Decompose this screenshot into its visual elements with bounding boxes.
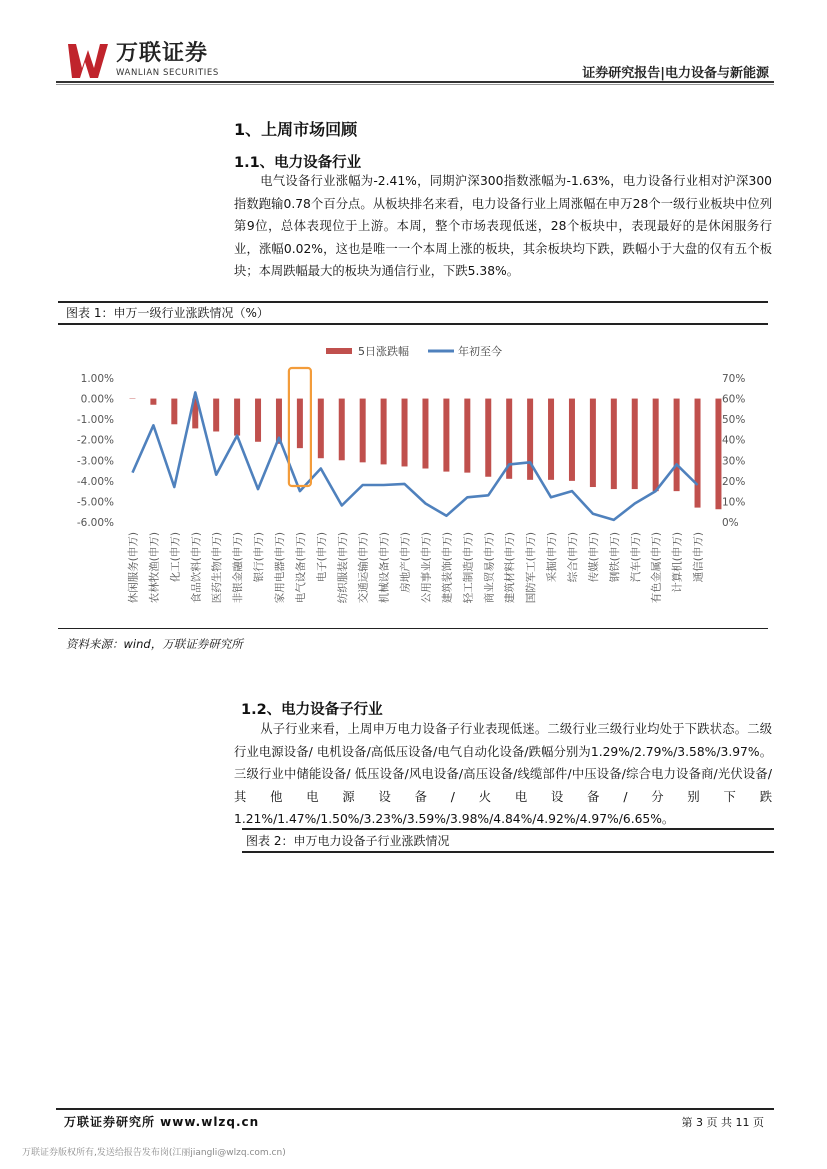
figure-1-title-rule [58, 323, 768, 325]
legend-bar-label: 5日涨跌幅 [358, 345, 409, 358]
category-label: 银行(申万) [253, 532, 266, 583]
category-label: 农林牧渔(申万) [148, 532, 161, 604]
category-label: 食品饮料(申万) [190, 532, 203, 604]
paragraph-1 [234, 170, 772, 283]
category-label: 汽车(申万) [629, 532, 642, 583]
bar-series [129, 398, 721, 509]
right-axis-tick-label: 50% [722, 414, 746, 427]
left-axis-tick-label: 0.00% [80, 393, 114, 406]
category-label: 非银金融(申万) [232, 532, 245, 604]
left-axis-tick-label: 1.00% [80, 373, 114, 385]
figure-1-top-rule [58, 301, 768, 303]
header-report-tag: 证券研究报告|电力设备与新能源 [582, 66, 769, 81]
paragraph-1-text: 电气设备行业涨幅为-2.41%，同期沪深300指数涨幅为-1.63%，电力设备行业相对沪深300指数跑输0.78个百分点。从板块排名来看，电力设备行业上周涨幅在申万28个一级行业板块中位列第9位，总体表现位于上游。本周，整个市场表现低迷，28个板块中，表现最好的是休闲服务行业，涨幅0.02%，这也是唯一一个本周上涨的板块，其余板块均下跌，跌幅小于大盘的仅有五个板块；本周跌幅最大的板块为通信行业，下跌5.38%。 [234, 174, 772, 278]
category-label: 纺织服装(申万) [336, 532, 349, 604]
bar-27 [674, 399, 680, 492]
bar-17 [464, 399, 470, 473]
category-label: 家用电器(申万) [273, 532, 286, 604]
left-axis-tick-label: -2.00% [76, 434, 114, 447]
industry-return-chart [58, 330, 770, 630]
left-axis-tick-label: -4.00% [76, 475, 114, 488]
category-label: 交通运输(申万) [357, 532, 370, 604]
category-label: 电气设备(申万) [294, 532, 307, 604]
left-axis-tick-label: -6.00% [76, 517, 114, 529]
category-label: 公用事业(申万) [420, 532, 433, 604]
legend-line-label: 年初至今 [458, 345, 502, 358]
footer-distribution-note: 万联证券版权所有,发送给报告发布岗(江丽jiangli@wlzq.com.cn) [22, 1148, 286, 1158]
logo-english: WANLIAN SECURITIES [116, 68, 219, 78]
category-label: 有色金属(申万) [650, 532, 663, 604]
bar-28 [695, 399, 701, 508]
paragraph-2 [234, 718, 772, 831]
bar-14 [402, 399, 408, 467]
bar-10 [318, 399, 324, 459]
category-label: 电子(申万) [315, 532, 328, 583]
right-axis-tick-label: 40% [722, 434, 746, 447]
category-label: 休闲服务(申万) [127, 532, 140, 604]
figure-1-source: 资料来源：wind，万联证券研究所 [66, 637, 243, 651]
category-label: 计算机(申万) [671, 532, 684, 593]
right-axis-tick-label: 70% [722, 373, 746, 385]
bar-2 [150, 399, 156, 405]
figure-1-bottom-rule [58, 628, 768, 629]
header-rule [56, 81, 774, 83]
right-axis-tick-label: 0% [722, 517, 739, 529]
bar-29 [715, 399, 721, 510]
right-axis-tick-label: 30% [722, 455, 746, 468]
category-label: 建筑材料(申万) [504, 532, 517, 604]
right-axis [722, 373, 745, 529]
category-label: 综合(申万) [566, 532, 579, 583]
bar-6 [234, 399, 240, 436]
legend-bar-swatch [326, 348, 352, 354]
bar-9 [297, 399, 303, 449]
category-label: 医药生物(申万) [211, 532, 224, 604]
bar-11 [339, 399, 345, 461]
left-axis-tick-label: -3.00% [76, 455, 114, 468]
paragraph-2-text: 从子行业来看，上周申万电力设备子行业表现低迷。二级行业三级行业均处于下跌状态。二级行业电源设备/ 电机设备/高低压设备/电气自动化设备/跌幅分别为1.29%/2.79%/3.58%/3.97%。三级行业中储能设备/ 低压设备/风电设备/高压设备/线缆部件/中压设备/综合电力设备商/光伏设备/其他电源设备/火电设备/分别下跌1.21%/1.47%/1.50%/3.23%/3.59%/3.98%/4.84%/4.92%/4.97%/6.65%。 [234, 722, 772, 826]
bar-7 [255, 399, 261, 442]
bar-12 [360, 399, 366, 463]
chart-legend [326, 344, 502, 358]
bar-21 [548, 399, 554, 480]
right-axis-tick-label: 20% [722, 475, 746, 488]
header-rule-thin [56, 84, 774, 85]
figure-2-title-rule [242, 851, 774, 853]
bar-3 [171, 399, 177, 425]
bar-23 [590, 399, 596, 487]
category-label: 通信(申万) [692, 532, 705, 583]
bar-13 [381, 399, 387, 465]
category-label: 采掘(申万) [546, 532, 559, 583]
category-label: 轻工制造(申万) [462, 532, 475, 604]
category-label: 钢铁(申万) [608, 532, 621, 583]
category-label: 国防军工(申万) [525, 532, 538, 604]
bar-25 [632, 399, 638, 490]
section-title: 1、上周市场回顾 [234, 120, 358, 139]
bar-26 [653, 399, 659, 492]
category-label: 建筑装饰(申万) [441, 532, 454, 604]
left-axis-tick-label: -5.00% [76, 496, 114, 509]
bar-5 [213, 399, 219, 432]
category-label: 机械设备(申万) [378, 532, 391, 604]
bar-24 [611, 399, 617, 490]
figure-2-top-rule [242, 828, 774, 830]
x-axis-labels [126, 532, 704, 603]
bar-18 [485, 399, 491, 477]
bar-22 [569, 399, 575, 481]
figure-2-title: 图表 2：申万电力设备子行业涨跌情况 [246, 834, 450, 848]
category-label: 传媒(申万) [587, 532, 600, 583]
right-axis-tick-label: 10% [722, 496, 746, 509]
left-axis [77, 373, 114, 529]
figure-1-title: 图表 1：申万一级行业涨跌情况（%） [66, 306, 269, 320]
logo-chinese: 万联证券 [116, 41, 209, 66]
category-label: 化工(申万) [169, 532, 182, 583]
bar-15 [422, 399, 428, 469]
subsection-title-2: 1.2、电力设备子行业 [241, 702, 383, 718]
logo-w-mark [68, 44, 110, 78]
footer-rule [56, 1108, 774, 1110]
category-label: 商业贸易(申万) [483, 532, 496, 604]
footer-page-number: 第 3 页 共 11 页 [681, 1116, 764, 1129]
footer-institute: 万联证券研究所 www.wlzq.cn [64, 1115, 260, 1129]
category-label: 房地产(申万) [399, 532, 412, 593]
left-axis-tick-label: -1.00% [76, 414, 114, 427]
right-axis-tick-label: 60% [722, 393, 746, 406]
subsection-title-1: 1.1、电力设备行业 [234, 155, 362, 171]
bar-16 [443, 399, 449, 472]
